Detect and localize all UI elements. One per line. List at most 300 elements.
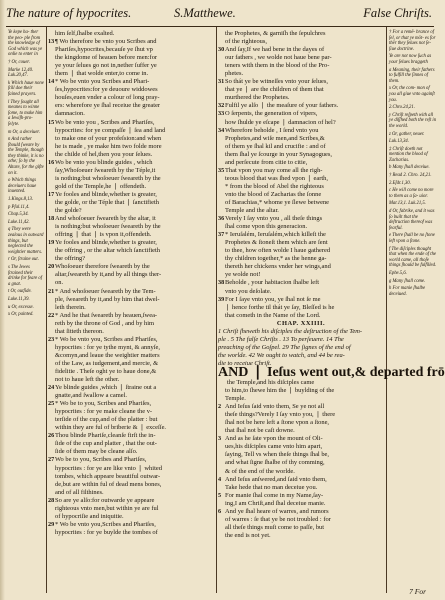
verse-text: Temple and the altar.	[225, 207, 279, 215]
verse-number: 18	[48, 215, 55, 223]
text-line	[218, 451, 384, 459]
margin-note: o Which things deceiuers haue inuented.	[8, 178, 37, 195]
text-line	[218, 151, 384, 159]
verse-text: how ſhulde ye eſcape ❘ damnacion of hel?	[225, 118, 336, 126]
margin-note: y Chriſt reſpeth with all ye diſſhed both the reſt in the world.	[389, 112, 437, 129]
verse-text: that ye ❘ are the children of them that	[225, 86, 324, 94]
verse-text: hypocrites: for ye compaſſe ❘ ſea and land	[55, 126, 166, 134]
text-line	[218, 312, 384, 320]
verse-text: houſes,euen vnder a colour of long pray-	[55, 94, 160, 102]
verse-number: 39	[218, 295, 225, 303]
verse-text: righteous vnto men,but within ye are ful	[55, 504, 159, 512]
text-line	[218, 516, 384, 524]
text-line	[218, 476, 384, 484]
text-line	[218, 215, 384, 223]
margin-note: Ephe.5,6.	[389, 270, 407, 276]
text-line	[48, 175, 214, 183]
verse-text: Ye fooles and blinde,whether is greater,	[55, 239, 157, 247]
text-line	[48, 135, 214, 143]
text-line	[218, 492, 384, 500]
verse-text: 1 Chriſt ſheweth his diſciples the deſtruction of the Tem-	[218, 327, 363, 335]
verse-text: ſhal come vpon this generacion.	[225, 223, 308, 231]
text-line	[48, 94, 214, 102]
text-line	[218, 387, 384, 395]
verse-text: and what ſigne ſhalbe of thy comming,	[225, 459, 325, 467]
text-line	[48, 223, 214, 231]
verse-text: Verely I ſay vnto you , all theſe things	[225, 215, 323, 223]
verse-text: tombes, which appeare beautiful outwar-	[55, 472, 161, 480]
verse-text: the end is not yet.	[225, 531, 271, 539]
verse-text: And whoſoeuer ſweareth by the altar, it	[55, 215, 156, 223]
text-line	[48, 328, 214, 336]
column-divider	[216, 27, 217, 593]
verse-text: phetes.	[225, 70, 244, 78]
verse-text: * Wo be vnto you,Scribes and Phariſes,	[55, 520, 156, 528]
verse-number: 27	[48, 456, 55, 464]
verse-text: to him,to ſhewe him the ❘ buylding of the	[225, 387, 335, 395]
text-line	[218, 30, 384, 38]
verse-text: he is made , ye make him two folde more	[55, 142, 162, 150]
verse-text: Thou blinde Phariſe,cleanſe firſt the in-	[55, 432, 156, 440]
text-line	[48, 86, 214, 94]
verse-text: Fulfil ye alſo ❘ the meaſure of your fathers.	[225, 102, 339, 110]
margin-note: Ye kepe ha- ther the peo- ple from the knowledge of God which was ye onlie to enter in	[8, 30, 43, 58]
text-line	[218, 443, 384, 451]
text-line	[48, 215, 214, 223]
text-line	[218, 231, 384, 239]
verse-text: the Temple,and his diſciples came	[227, 379, 315, 387]
verse-text: Wo be vnto you , Scribes and Phariſes,	[55, 118, 155, 126]
left-margin-rule	[46, 27, 47, 593]
verse-text: to make one of your profeſsion:and when	[55, 134, 162, 142]
verse-text: CHAP. XXIIII.	[276, 319, 326, 327]
verse-number: 2	[218, 403, 222, 411]
verse-text: ſaying, Tell vs when theſe things ſhal be,	[225, 451, 330, 459]
text-line	[48, 54, 214, 62]
verse-text: And ye ſhal heare of warres, and rumors	[225, 507, 329, 515]
verse-text: Take hede that no man deceiue you.	[225, 483, 318, 491]
text-line	[48, 70, 214, 78]
text-line	[218, 435, 384, 443]
verse-text: * And whoſoeuer ſweareth by the Tem-	[55, 287, 156, 295]
verse-text: ¶ Wo therefore be vnto you Scribes and	[55, 38, 157, 46]
margin-note: Chap.5,34.	[8, 212, 29, 218]
text-line	[48, 191, 214, 199]
verse-number: 34	[218, 126, 225, 134]
text-line	[218, 94, 384, 102]
margin-note: Luke.11,42.	[8, 219, 30, 225]
verse-text: Beholde , your habitacion ſhalbe left	[225, 279, 320, 287]
text-line	[48, 159, 214, 167]
verse-text: Temple.	[225, 395, 246, 403]
text-line	[218, 247, 384, 255]
verse-text: ſide of the cup and platter , that the out-	[55, 440, 157, 448]
verse-text: leth therein.	[55, 303, 86, 311]
text-line	[218, 239, 384, 247]
verse-text: And Ieſus ſaid vnto them, Se ye not all	[225, 403, 325, 411]
text-line	[48, 207, 214, 215]
text-line	[48, 392, 214, 400]
text-line	[218, 207, 384, 215]
text-line	[48, 513, 214, 521]
text-line	[218, 62, 384, 70]
verse-text: not to haue left the other.	[55, 376, 120, 384]
text-line	[48, 296, 214, 304]
right-margin-notes	[389, 30, 437, 590]
left-text-column	[48, 30, 214, 596]
text-line	[218, 263, 384, 271]
text-line	[48, 465, 214, 473]
verse-text: die to receiue Chriſt.	[218, 359, 272, 367]
text-line	[218, 70, 384, 78]
verse-text: the kingdome of heauen before men:for	[55, 54, 158, 62]
verse-number: 15	[48, 118, 55, 126]
verse-text: the Prophetes, & garniſh the ſepulchres	[225, 30, 326, 37]
text-line	[218, 199, 384, 207]
verse-number: 17	[48, 190, 55, 198]
verse-number: 33	[218, 110, 225, 118]
left-margin-notes	[8, 30, 45, 590]
text-line	[218, 38, 384, 46]
margin-note: a Meaning, their fathers to fulfill the ſinnes of them.	[389, 67, 435, 84]
text-line	[218, 296, 384, 304]
verse-text: the golde?	[55, 207, 82, 215]
margin-note: c He will come no more to them as a ſa- uior.	[389, 188, 434, 199]
margin-note: ‡ Chriſt doeth not mention the blood of Zacharias.	[389, 146, 428, 163]
text-line	[48, 263, 214, 271]
text-line	[48, 416, 214, 424]
text-line	[48, 529, 214, 537]
verse-text: So thát ye be witneſſes vnto your ſelues,	[225, 78, 328, 86]
running-header	[6, 4, 434, 27]
margin-note: s The Iewes ſtrained their drinke for feare of a gnat.	[8, 264, 43, 287]
verse-text: them ſhal ye ſcourge in your Synagogues,	[225, 150, 332, 158]
verse-text: of the Law, as iudgement,and mercie, &	[55, 359, 159, 367]
text-line	[218, 143, 384, 151]
verse-number: 6	[218, 507, 222, 515]
text-line	[48, 119, 214, 127]
verse-number: 3	[218, 435, 222, 443]
verse-text: within they are ful of briberie & ❘ exceſſe.	[55, 424, 167, 432]
verse-text: the offring?	[55, 255, 86, 263]
verse-text: ❘ hence forthe til thát ye ſay, Bleſſed is he	[225, 303, 335, 311]
text-line	[218, 135, 384, 143]
text-line	[48, 424, 214, 432]
verse-text: the golde, or the Téple that ❘ ſanctifieth	[55, 198, 159, 206]
text-line	[48, 432, 214, 440]
text-line	[218, 419, 384, 427]
verse-text: vnto the blood of Zacharias the ſonne	[225, 190, 322, 198]
text-line	[48, 336, 214, 344]
verse-number: 4	[218, 475, 222, 483]
verse-text: So are ye alſo:for outwarde ye appeare	[55, 496, 155, 504]
verse-text: the offring , or the altar which ſanctifieth	[55, 247, 160, 255]
verse-text: teners with them in the blood of the Pro-	[225, 62, 330, 70]
verse-text: And Ieſus anſwered,and ſaid vnto them,	[225, 475, 327, 483]
verse-number: 19	[48, 239, 55, 247]
verse-text: altar,ſweareth by it,and by all things ther-	[55, 271, 162, 279]
text-line	[48, 167, 214, 175]
header-right: False Chriſts.	[363, 6, 432, 20]
text-line	[48, 448, 214, 456]
verse-text: * Wo be vnto you, Scribes and Phariſes,	[55, 335, 158, 343]
text-line	[218, 459, 384, 467]
margin-note: † Or, couer.	[8, 59, 30, 65]
margin-note: f The diſciples thought that when the ende of the world came, all thoſe things ſhould be fulfilled.	[389, 246, 437, 269]
text-line	[218, 102, 384, 110]
verse-text: damnacion.	[55, 110, 85, 118]
text-line	[218, 119, 384, 127]
margin-note: z Or, gather, neuer.	[389, 131, 425, 137]
text-line	[218, 271, 384, 279]
margin-note: r Or, ſtraine out.	[8, 257, 39, 263]
margin-note: h For manie ſhalbe deceiued.	[389, 286, 426, 297]
text-line	[48, 127, 214, 135]
text-line	[218, 427, 384, 435]
text-line	[218, 379, 384, 387]
text-line	[48, 247, 214, 255]
margin-note: m Or, a deceiuer.	[8, 129, 40, 135]
verse-text: AND ❘ Ieſus went out,& departed frō	[218, 364, 445, 380]
verse-text: hypocrites : for ye are like vnto ❘ whited	[55, 464, 162, 472]
margin-note: b Many ſhall deceiue.	[389, 165, 430, 171]
verse-text: de,but are within ful of dead mens bones,	[55, 480, 162, 488]
verse-text: reth by the throne of God , and by him	[55, 319, 155, 327]
text-line	[48, 239, 214, 247]
text-line	[218, 524, 384, 532]
verse-number: 24	[48, 384, 55, 392]
verse-number: 30	[218, 46, 225, 54]
verse-number: 16	[48, 158, 55, 166]
text-line	[48, 312, 214, 320]
verse-text: thy children together,* as the henne ga-	[225, 255, 327, 263]
verse-text: to thee, how often wolde I haue gathered	[225, 247, 331, 255]
verse-text: * And he that ſweareth by heauen,ſwea-	[55, 311, 158, 319]
text-line	[218, 500, 384, 508]
text-line	[218, 288, 384, 296]
text-line	[218, 191, 384, 199]
verse-number: 14	[48, 78, 55, 86]
verse-text: ues,his diſciples came vnto him apart,	[225, 443, 323, 451]
text-line	[48, 521, 214, 529]
text-line	[48, 360, 214, 368]
verse-text: Wo be vnto you blinde guides , which	[55, 158, 153, 166]
verse-text: Whoſoeuer therefore ſweareth by the	[55, 263, 150, 271]
margin-note: x Or, the com- mon of you all giue vnto againſt you.	[389, 86, 435, 103]
text-line	[218, 336, 384, 344]
margin-note: k Which haue none ſtill doe their fained prayers.	[8, 80, 44, 97]
verse-text: Ye fooles and blinde,whether is greater,	[55, 190, 157, 198]
text-line	[218, 127, 384, 135]
text-line	[48, 78, 214, 86]
verse-text: * Wo be vnto you Scribes and Phari-	[55, 78, 150, 86]
text-line	[48, 320, 214, 328]
text-line	[48, 288, 214, 296]
right-margin-rule	[386, 27, 387, 593]
margin-note: † For a remē- brance of ſel, or that ye mōt- es for thēr they ſelues not ſe- ſiue doctrine.	[389, 30, 436, 52]
verse-text: ſes,hypocrites:for ye deuoure widdowes	[55, 86, 158, 94]
text-line	[48, 38, 214, 46]
text-line	[218, 223, 384, 231]
verse-text: Prophetes,and wiſe men,and Scribes,&	[225, 134, 325, 142]
verse-text: ſide of them may be cleane alſo.	[55, 448, 138, 456]
margin-note: Luke.11,39.	[8, 296, 30, 302]
verse-text: the worlde. 42 We ought to watch, and 44 be rea-	[218, 351, 345, 359]
verse-text: them ❘ that wolde enter,to come in.	[55, 70, 149, 78]
margin-note: 1.Kings.8,13.	[8, 197, 34, 203]
verse-text: & of the end of the worlde.	[225, 467, 295, 475]
text-line	[48, 255, 214, 263]
text-line	[218, 86, 384, 94]
verse-text: &comyn,and leaue the weightier matters	[55, 351, 160, 359]
verse-text: ye wolde not!	[225, 271, 261, 279]
text-line	[218, 328, 384, 336]
verse-number: 35	[218, 166, 225, 174]
verse-number: 36	[218, 215, 225, 223]
text-line	[48, 271, 214, 279]
text-line	[48, 376, 214, 384]
text-line	[218, 352, 384, 360]
text-line	[218, 508, 384, 516]
margin-note: Mar.13,1. Luk.21,5.	[389, 201, 426, 207]
text-line	[48, 199, 214, 207]
verse-text: * Ieruſalém, Ieruſalém,which killeſt the	[225, 231, 326, 239]
text-line	[218, 54, 384, 62]
verse-text: hypocrites : for ye buylde the tombes of	[55, 528, 158, 536]
text-line	[218, 304, 384, 312]
verse-number: 5	[218, 491, 222, 499]
text-line	[218, 411, 384, 419]
verse-text: offring ❘ that ❘ is vpon it,offendeth.	[55, 231, 152, 239]
verse-text: That vpon you may come all the righ-	[225, 166, 323, 174]
verse-text: theſe things?Verely I ſay vnto you, ❘ there	[225, 411, 336, 419]
margin-note: † Read 2. Chro. 24,21.	[389, 173, 432, 179]
margin-note: 2.Chro.24,21.	[389, 105, 415, 111]
verse-text: the childe of hel,then you your ſelues.	[55, 150, 153, 158]
verse-number: 21	[48, 287, 55, 295]
verse-text: that ſitteth thereon.	[55, 327, 104, 335]
verse-text: ers: wherefore ye ſhal receiue the greater	[55, 102, 161, 110]
verse-text: For manie ſhal come in my Name,ſay-	[225, 491, 324, 499]
text-line	[218, 183, 384, 191]
text-line	[218, 532, 384, 540]
text-line	[48, 143, 214, 151]
margin-note: p Pſal.11,4.	[8, 204, 30, 210]
verse-text: on.	[55, 279, 64, 287]
text-line	[48, 473, 214, 481]
verse-text: gnatte,and ſwallow a camel.	[55, 392, 128, 400]
verse-text: hypocrites : for ye tythe mynt, & annyſe,	[55, 343, 160, 351]
text-line	[218, 167, 384, 175]
margin-note: t Or, outſide.	[8, 289, 32, 295]
text-line	[218, 46, 384, 54]
text-line	[218, 279, 384, 287]
margin-note: u Or, excesse.	[8, 304, 34, 310]
verse-text: all theſe things muſt come to paſſe, but	[225, 523, 325, 531]
text-line	[218, 395, 384, 403]
verse-text: Phariſes,hypocrites,becauſe ye ſhut vp	[55, 46, 153, 54]
text-line	[48, 400, 214, 408]
text-line	[218, 78, 384, 86]
verse-text: that ſhal not be caſt downe.	[225, 427, 295, 435]
margin-note: Marke 12,40. Luk.20,47.	[8, 67, 34, 79]
text-line	[48, 384, 214, 392]
verse-number: 32	[218, 102, 225, 110]
verse-number: 23	[48, 335, 55, 343]
text-line	[48, 62, 214, 70]
text-line	[48, 151, 214, 159]
verse-text: Wherefore beholde , I ſend vnto you	[225, 126, 319, 134]
text-line	[48, 456, 214, 464]
text-line	[218, 159, 384, 167]
verse-number: 26	[48, 432, 55, 440]
verse-text: ſay,Whoſoeuer ſweareth by the Téple,it	[55, 166, 156, 174]
verse-number: 29	[48, 520, 55, 528]
text-line	[48, 46, 214, 54]
verse-text: terſide of the cup,and of the platter : but	[55, 416, 158, 424]
margin-note: 2.Eſdr.1,30.	[389, 180, 411, 186]
text-line	[218, 175, 384, 183]
margin-note: x Or, painted.	[8, 312, 34, 318]
text-line	[48, 368, 214, 376]
verse-number: 28	[48, 496, 55, 504]
text-line	[218, 403, 384, 411]
verse-number: 13	[48, 38, 55, 46]
verse-text: Ye blinde guides ,which ❘ ſtraine out a	[55, 384, 157, 392]
verse-text: And ſay,If we had bene in the dayes of	[225, 46, 325, 54]
verse-text: murthered the Prophetes.	[225, 94, 290, 102]
verse-text: is nothing:but whoſoeuer ſweareth by the	[55, 174, 161, 182]
verse-text: ple . 5 The falſe Chriſts . 13 To perſeuere. 14 The	[218, 335, 344, 343]
verse-text: Wo be to you, Scribes and Phariſes,	[55, 456, 147, 464]
text-line	[48, 408, 214, 416]
verse-text: is nothing:but whoſoeuer ſweareth by the	[55, 223, 161, 231]
text-line	[48, 231, 214, 239]
verse-number: 38	[218, 279, 225, 287]
verse-number: 37	[218, 231, 225, 239]
text-line	[48, 304, 214, 312]
verse-text: and of all filthines.	[55, 488, 104, 496]
verse-text: teous blood that was ſhed vpon ❘ earth,	[225, 174, 329, 182]
verse-text: that cometh in the Name of the Lord.	[225, 311, 321, 319]
text-line	[48, 489, 214, 497]
verse-text: hypocrites : for ye make cleane the v-	[55, 408, 153, 416]
header-left: The nature of hypocrites.	[6, 6, 132, 20]
catchword: 7 For	[409, 587, 426, 596]
text-line	[48, 344, 214, 352]
verse-text: him ſelf,ſhalbe exalted.	[55, 30, 115, 37]
text-line	[218, 255, 384, 263]
text-line	[218, 364, 445, 380]
text-line	[48, 279, 214, 287]
verse-text: ple, ſweareth by it,and by him that dwel-	[55, 295, 160, 303]
verse-text: and perſecute from citie to citie,	[225, 158, 308, 166]
header-center: S.Matthewe.	[174, 6, 236, 20]
verse-text: * from the blood of Abel the righteous	[225, 182, 324, 190]
verse-text: of hypocriſie and iniquitie.	[55, 512, 124, 520]
text-line	[48, 183, 214, 191]
text-line	[48, 110, 214, 118]
margin-note: n And rather ſhould ſweare by the Temple, though they thinke, it is no othe; ſo by the Altare, for the gifte on it.	[8, 137, 44, 176]
text-line	[218, 344, 384, 352]
verse-text: of Barachias,* whome ye ſlewe betwene	[225, 198, 330, 206]
verse-text: our fathers , we wolde not haue bene par-	[225, 54, 332, 62]
text-line	[218, 484, 384, 492]
text-line	[48, 505, 214, 513]
verse-text: fidelitie . Theſe oght ye to haue done,&	[55, 367, 157, 375]
verse-text: thereth her chickens vnder her wings,and	[225, 263, 331, 271]
verse-number: 20	[48, 263, 55, 271]
